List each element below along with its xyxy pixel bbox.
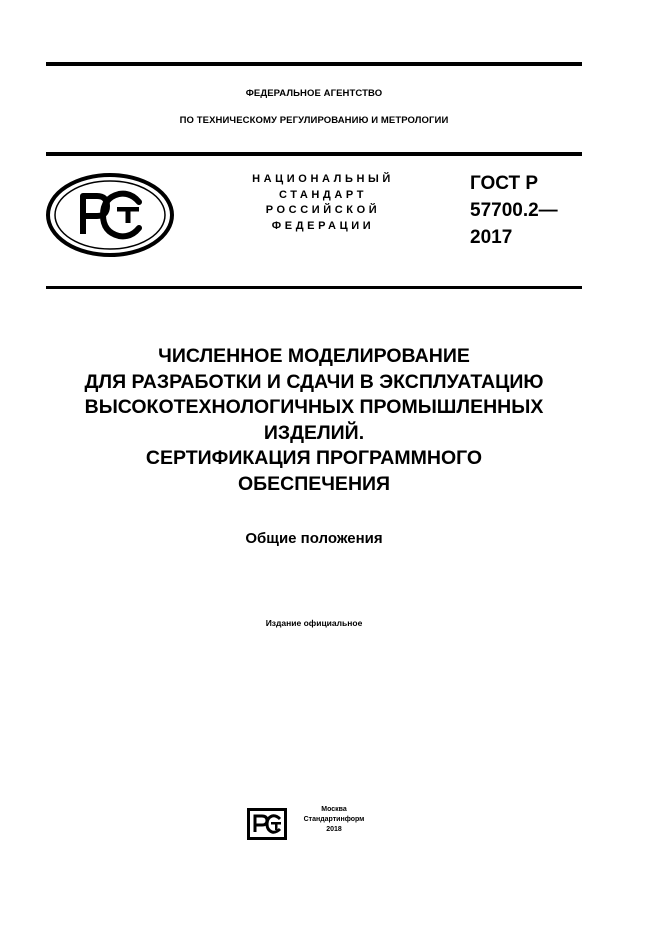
agency-line-2: ПО ТЕХНИЧЕСКОМУ РЕГУЛИРОВАНИЮ И МЕТРОЛОГИИ: [179, 115, 449, 126]
standard-type-line-1: НАЦИОНАЛЬНЫЙ: [252, 173, 394, 185]
publisher-name: Стандартинформ: [303, 816, 365, 823]
title-line: ВЫСОКОТЕХНОЛОГИЧНЫХ ПРОМЫШЛЕННЫХ: [84, 396, 544, 418]
title-line: ИЗДЕЛИЙ.: [263, 421, 365, 444]
agency-line-1: ФЕДЕРАЛЬНОЕ АГЕНТСТВО: [245, 88, 383, 99]
designation-line-2: 57700.2—: [470, 200, 558, 221]
standard-designation: [470, 170, 582, 251]
top-rule: [46, 62, 582, 66]
publisher-year: 2018: [326, 826, 342, 833]
title-line: ЧИСЛЕННОЕ МОДЕЛИРОВАНИЕ: [158, 345, 470, 367]
standard-type: [228, 172, 418, 234]
title-line: ОБЕСПЕЧЕНИЯ: [237, 472, 391, 495]
publisher-city: Москва: [321, 806, 347, 813]
edition-note: Издание официальное: [265, 618, 363, 628]
publisher-info: [289, 805, 379, 835]
standard-type-line-4: ФЕДЕРАЦИИ: [271, 219, 375, 232]
designation-line-3: 2017: [470, 227, 513, 248]
rst-certification-mark-icon: [45, 172, 175, 258]
header-rule: [46, 152, 582, 156]
title-line: СЕРТИФИКАЦИЯ ПРОГРАММНОГО: [145, 447, 483, 469]
document-subtitle: Общие положения: [245, 530, 383, 547]
document-title: [46, 344, 582, 497]
designation-line-1: ГОСТ Р: [470, 173, 539, 194]
standard-type-line-2: СТАНДАРТ: [278, 188, 368, 201]
title-rule: [46, 286, 582, 289]
standard-type-line-3: РОССИЙСКОЙ: [265, 204, 381, 216]
standartinform-logo-icon: [247, 808, 287, 840]
title-line: ДЛЯ РАЗРАБОТКИ И СДАЧИ В ЭКСПЛУАТАЦИЮ: [84, 370, 544, 393]
